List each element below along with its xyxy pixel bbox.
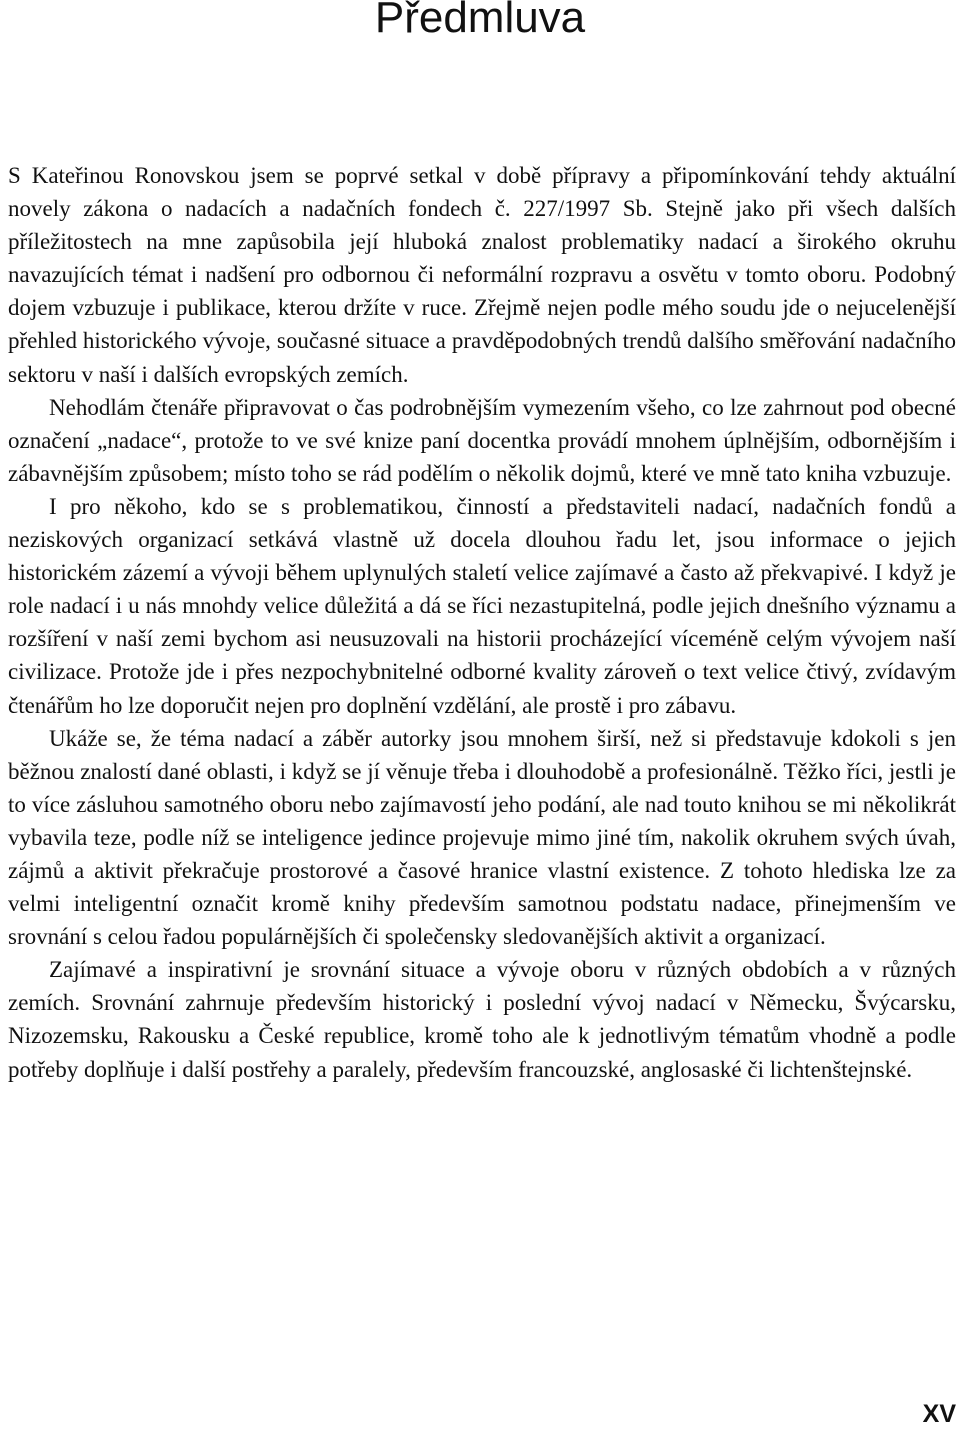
paragraph: Ukáže se, že téma nadací a záběr autorky jsou mnohem širší, než si představuje kdokoli s jen běžnou znalostí dané oblasti, i když se jí věnuje třeba i dlouhodobě a profesionálně. Těžko říci, jestli je to více zásluhou samotného oboru nebo zajímavostí jeho podání, ale nad touto knihou se mi několikrát vybavila teze, podle níž se inteligence jedince projevuje mimo jiné tím, nakolik okruhem svých úvah, zájmů a aktivit překračuje prostorové a časové hranice vlastní existence. Z tohoto hlediska lze za velmi inteligentní označit kromě knihy především samotnou podstatu nadace, přinejmenším ve srovnání s celou řadou populárnějších či společensky sledovanějších aktivit a organizací. bbox=[8, 725, 956, 950]
paragraph: I pro někoho, kdo se s problematikou, činností a představiteli nadací, nadačních fondů a neziskových organizací setkává vlastně už docela dlouhou řadu let, jsou informace o jejich historickém zázemí a vývoji během uplynulých staletí velice zajímavé a často až překvapivé. I když je role nadací i u nás mnohdy velice důležitá a dá se říci nezastupitelná, podle jejich dnešního významu a rozšíření v naší zemi bychom asi neusuzovali na historii procházející víceméně celým vývojem naší civilizace. Protože jde i přes nezpochybnitelné odborné kvality zároveň o text velice čtivý, zvídavým čtenářům ho lze doporučit nejen pro doplnění vzdělání, ale prostě i pro zábavu. bbox=[8, 493, 956, 718]
preface-body bbox=[8, 159, 956, 1086]
paragraph: Zajímavé a inspirativní je srovnání situace a vývoje oboru v různých obdobích a v různých zemích. Srovnání zahrnuje především historický i poslední vývoj nadací v Německu, Švýcarsku, Nizozemsku, Rakousku a České republice, kromě toho ale k jednotlivým tématům vhodně a podle potřeby doplňuje i další postřehy a paralely, především francouzské, anglosaské či lichtenštejnské. bbox=[8, 957, 956, 1082]
paragraph: S Kateřinou Ronovskou jsem se poprvé setkal v době přípravy a připomínkování tehdy aktuální novely zákona o nadacích a nadačních fondech č. 227/1997 Sb. Stejně jako při všech dalších příležitostech na mne zapůsobila její hluboká znalost problematiky nadací a širokého okruhu navazujících témat i nadšení pro odbornou či neformální rozpravu a osvětu v tomto oboru. Podobný dojem vzbuzuje i publikace, kterou držíte v ruce. Zřejmě nejen podle mého soudu jde o nejucelenější přehled historického vývoje, současné situace a pravděpodobných trendů dalšího směřování nadačního sektoru v naší i dalších evropských zemích. bbox=[8, 163, 956, 387]
page-title: Předmluva bbox=[374, 0, 586, 42]
paragraph: Nehodlám čtenáře připravovat o čas podrobnějším vymezením všeho, co lze zahrnout pod obecné označení „nadace“, protože to ve své knize paní docentka provádí mnohem úplnějším, odbornějším i zábavnějším způsobem; místo toho se rád podělím o několik dojmů, které ve mně tato kniha vzbuzuje. bbox=[8, 394, 956, 486]
page-number: XV bbox=[922, 1400, 956, 1428]
